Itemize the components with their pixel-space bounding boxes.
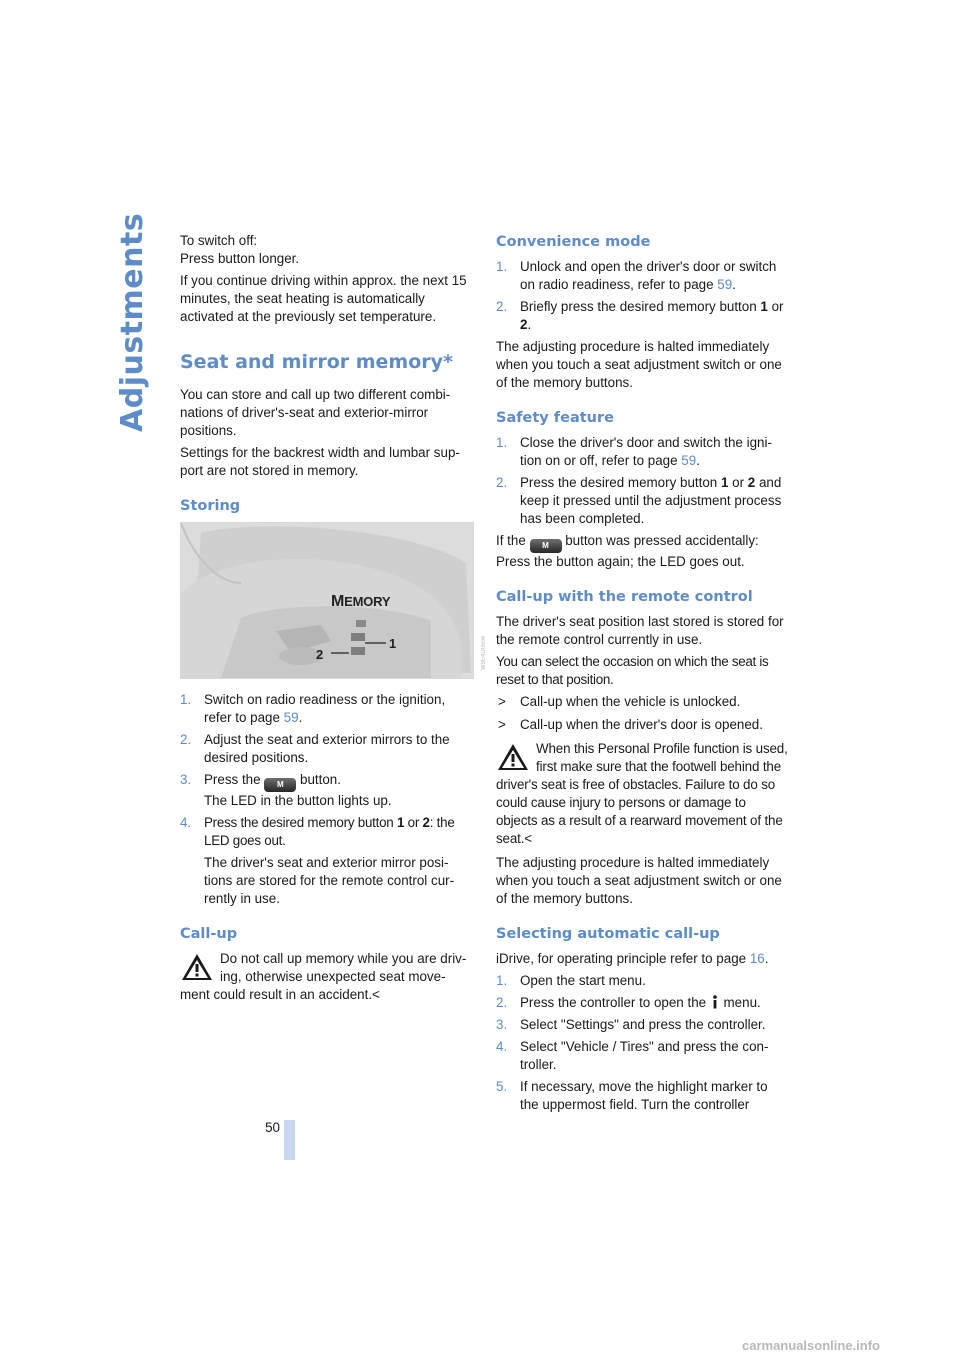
list-item: > Call-up when the vehicle is unlocked.	[498, 694, 741, 709]
page-link[interactable]: 59	[681, 453, 697, 468]
storing-result-note: The driver's seat and exterior mirror posi-tions are stored for the remote control cur-rently in use.	[204, 855, 455, 906]
section-heading-memory: Seat and mirror memory*	[180, 351, 453, 373]
subheading-convenience: Convenience mode	[496, 234, 651, 250]
figure-callout-1: 1	[389, 636, 397, 651]
idrive-intro: iDrive, for operating principle refer to page 16.	[496, 951, 769, 966]
list-item: > Call-up when the driver's door is opened.	[498, 717, 763, 732]
seat-controls-illustration	[181, 523, 473, 678]
warning-callup: Do not call up memory while you are driv-ing, otherwise unexpected seat move-ment could result in an accident.<	[180, 951, 467, 1002]
storing-steps	[180, 691, 472, 908]
list-item: 4. Press the desired memory button 1 or 2: the LED goes out. The driver's seat and exterior mirror posi-tions are stored for the remote control cur-rently in use.	[180, 814, 472, 908]
left-column	[180, 232, 472, 1010]
remote-paragraph-2: You can select the occasion on which the seat is reset to that position.	[496, 654, 769, 687]
info-icon	[710, 995, 720, 1009]
list-item: 2. Adjust the seat and exterior mirrors to the desired positions.	[180, 732, 450, 765]
subheading-remote: Call-up with the remote control	[496, 589, 753, 605]
memory-intro-paragraph: You can store and call up two different combi-nations of driver's-seat and exterior-mirror positions.	[180, 387, 451, 438]
list-item: 3. Select "Settings" and press the controller.	[496, 1017, 766, 1032]
page-number-bar	[284, 1120, 295, 1160]
figure-code: W9E4U0504	[481, 635, 487, 670]
m-button-icon: M	[530, 539, 562, 553]
list-item: 1. Unlock and open the driver's door or switch on radio readiness, refer to page 59.	[496, 259, 777, 292]
list-item: 1. Close the driver's door and switch the igni-tion on or off, refer to page 59.	[496, 435, 772, 468]
list-item: 3. Press the M button. The LED in the button lights up.	[180, 772, 392, 808]
switch-off-label: To switch off: Press button longer.	[180, 233, 300, 266]
subheading-storing: Storing	[180, 498, 241, 514]
convenience-steps	[496, 258, 789, 334]
list-item: 1. Open the start menu.	[496, 973, 646, 988]
auto-callup-steps	[496, 972, 789, 1114]
page-link[interactable]: 59	[283, 710, 299, 725]
list-item: 1. Switch on radio readiness or the ignition, refer to page 59.	[180, 692, 446, 725]
right-column	[496, 232, 789, 1118]
memory-label: MEMORY	[331, 593, 391, 610]
subheading-safety: Safety feature	[496, 410, 614, 426]
page-number: 50	[265, 1120, 280, 1135]
list-item: 2. Press the controller to open the menu.	[496, 995, 761, 1010]
m-button-icon: M	[264, 778, 296, 792]
footer-watermark: carmanualsonline.info	[742, 1338, 880, 1353]
memory-not-stored-paragraph: Settings for the backrest width and lumbar sup-port are not stored in memory.	[180, 445, 460, 478]
remote-bullets	[496, 693, 789, 734]
page-link[interactable]: 16	[749, 951, 765, 966]
subheading-auto-callup: Selecting automatic call-up	[496, 926, 720, 942]
warning-triangle-icon	[496, 740, 530, 774]
accidental-press-note: If the M button was pressed accidentally: Press the button again; the LED goes out.	[496, 533, 759, 569]
section-sidebar-title: Adjustments	[115, 212, 150, 432]
page-link[interactable]: 59	[717, 277, 733, 292]
safety-steps	[496, 434, 789, 528]
list-item: 2. Press the desired memory button 1 or 2 and keep it pressed until the adjustment process has been completed.	[496, 475, 782, 526]
convenience-note: The adjusting procedure is halted immediately when you touch a seat adjustment switch or one of the memory buttons.	[496, 339, 782, 390]
list-item: 5. If necessary, move the highlight marker to the uppermost field. Turn the controller	[496, 1079, 768, 1112]
list-item: 2. Briefly press the desired memory button 1 or 2.	[496, 299, 784, 332]
figure-callout-2: 2	[316, 647, 324, 662]
seat-heating-paragraph: If you continue driving within approx. the next 15 minutes, the seat heating is automatically activated at the previously set temperature.	[180, 273, 467, 324]
warning-personal-profile: When this Personal Profile function is used, first make sure that the footwell behind the driver's seat is free of obstacles. Failure to do so could cause injury to persons or damage to objects as a result of a rearward movement of the seat.<	[496, 741, 788, 846]
seat-controls-figure	[180, 522, 474, 679]
remote-paragraph-1: The driver's seat position last stored is stored for the remote control currently in use.	[496, 614, 784, 647]
list-item: 4. Select "Vehicle / Tires" and press the con-troller.	[496, 1039, 769, 1072]
warning-triangle-icon	[180, 950, 214, 984]
remote-note: The adjusting procedure is halted immediately when you touch a seat adjustment switch or one of the memory buttons.	[496, 855, 782, 906]
subheading-callup: Call-up	[180, 926, 238, 942]
